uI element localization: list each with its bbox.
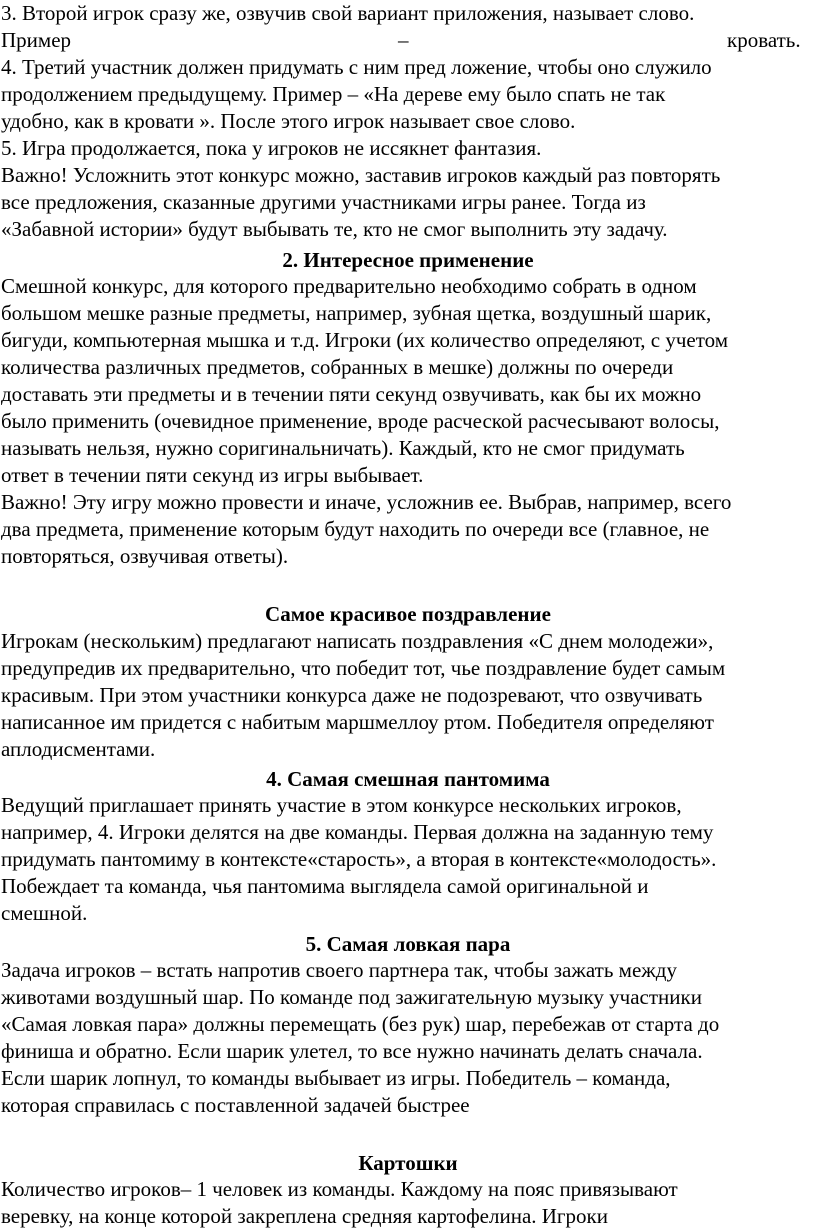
section-heading: 4. Самая смешная пантомима bbox=[266, 767, 550, 791]
text-line: придумать пантомиму в контексте«старость», а вторая в контексте«молодость». bbox=[1, 847, 717, 871]
text-line: которая справилась с поставленной задачей быстрее bbox=[1, 1093, 470, 1117]
section-heading: Картошки bbox=[358, 1151, 458, 1175]
section-heading: 2. Интересное применение bbox=[282, 248, 534, 272]
text-line: Если шарик лопнул, то команды выбывает из игры. Победитель – команда, bbox=[1, 1066, 671, 1090]
text-line: «Самая ловкая пара» должны перемещать (без рук) шар, перебежав от старта до bbox=[1, 1012, 720, 1036]
text-line: доставать эти предметы и в течении пяти секунд озвучивать, как бы их можно bbox=[1, 382, 702, 406]
text-line: Пример bbox=[1, 28, 72, 52]
text-line: ответ в течении пяти секунд из игры выбывает. bbox=[1, 463, 424, 487]
text-line: большом мешке разные предметы, например, зубная щетка, воздушный шарик, bbox=[1, 301, 712, 325]
text-line: Важно! Усложнить этот конкурс можно, заставив игроков каждый раз повторять bbox=[1, 163, 721, 187]
text-line: предупредив их предварительно, что победит тот, чье поздравление будет самым bbox=[1, 656, 726, 680]
text-line: написанное им придется с набитым маршмеллоу ртом. Победителя определяют bbox=[1, 710, 714, 734]
text-line: Побеждает та команда, чья пантомима выглядела самой оригинальной и bbox=[1, 874, 649, 898]
text-line: Количество игроков– 1 человек из команды. Каждому на пояс привязывают bbox=[1, 1177, 678, 1201]
text-line: красивым. При этом участники конкурса даже не подозревают, что озвучивать bbox=[1, 683, 703, 707]
text-line: количества различных предметов, собранных в мешке) должны по очереди bbox=[1, 355, 674, 379]
text-line: Задача игроков – встать напротив своего партнера так, чтобы зажать между bbox=[1, 958, 677, 982]
text-line: бигуди, компьютерная мышка и т.д. Игроки (их количество определяют, с учетом bbox=[1, 328, 729, 352]
text-line: два предмета, применение которым будут находить по очереди все (главное, не bbox=[1, 517, 710, 541]
text-dash: – bbox=[398, 28, 409, 52]
text-line: финиша и обратно. Если шарик улетел, то все нужно начинать делать сначала. bbox=[1, 1039, 703, 1063]
text-line: все предложения, сказанные другими участниками игры ранее. Тогда из bbox=[1, 190, 646, 214]
text-line: Смешной конкурс, для которого предварительно необходимо собрать в одном bbox=[1, 274, 697, 298]
text-line: 4. Третий участник должен придумать с ним пред ложение, чтобы оно служило bbox=[1, 55, 712, 79]
text-line: продолжением предыдущему. Пример – «На дереве ему было спать не так bbox=[1, 82, 666, 106]
text-line: 3. Второй игрок сразу же, озвучив свой вариант приложения, называет слово. bbox=[1, 1, 695, 25]
text-line: аплодисментами. bbox=[1, 737, 156, 761]
text-line: веревку, на конце которой закреплена средняя картофелина. Игроки bbox=[1, 1204, 608, 1228]
text-line: например, 4. Игроки делятся на две команды. Первая должна на заданную тему bbox=[1, 820, 714, 844]
section-heading: Самое красивое поздравление bbox=[265, 602, 551, 626]
text-line: удобно, как в кровати ». После этого игрок называет свое слово. bbox=[1, 109, 576, 133]
text-line: повторяться, озвучивая ответы). bbox=[1, 544, 289, 568]
text-line: смешной. bbox=[1, 901, 88, 925]
text-line: животами воздушный шар. По команде под зажигательную музыку участники bbox=[1, 985, 702, 1009]
text-line: 5. Игра продолжается, пока у игроков не иссякнет фантазия. bbox=[1, 136, 542, 160]
text-line: называть нельзя, нужно соригинальничать). Каждый, кто не смог придумать bbox=[1, 436, 685, 460]
text-line: Ведущий приглашает принять участие в этом конкурсе нескольких игроков, bbox=[1, 793, 682, 817]
section-heading: 5. Самая ловкая пара bbox=[305, 932, 511, 956]
text-line: кровать. bbox=[727, 28, 801, 52]
text-line: «Забавной истории» будут выбывать те, кто не смог выполнить эту задачу. bbox=[1, 217, 668, 241]
text-line: Важно! Эту игру можно провести и иначе, усложнив ее. Выбрав, например, всего bbox=[1, 490, 732, 514]
text-line: было применить (очевидное применение, вроде расческой расчесывают волосы, bbox=[1, 409, 720, 433]
text-line: Игрокам (нескольким) предлагают написать поздравления «С днем молодежи», bbox=[1, 629, 714, 653]
